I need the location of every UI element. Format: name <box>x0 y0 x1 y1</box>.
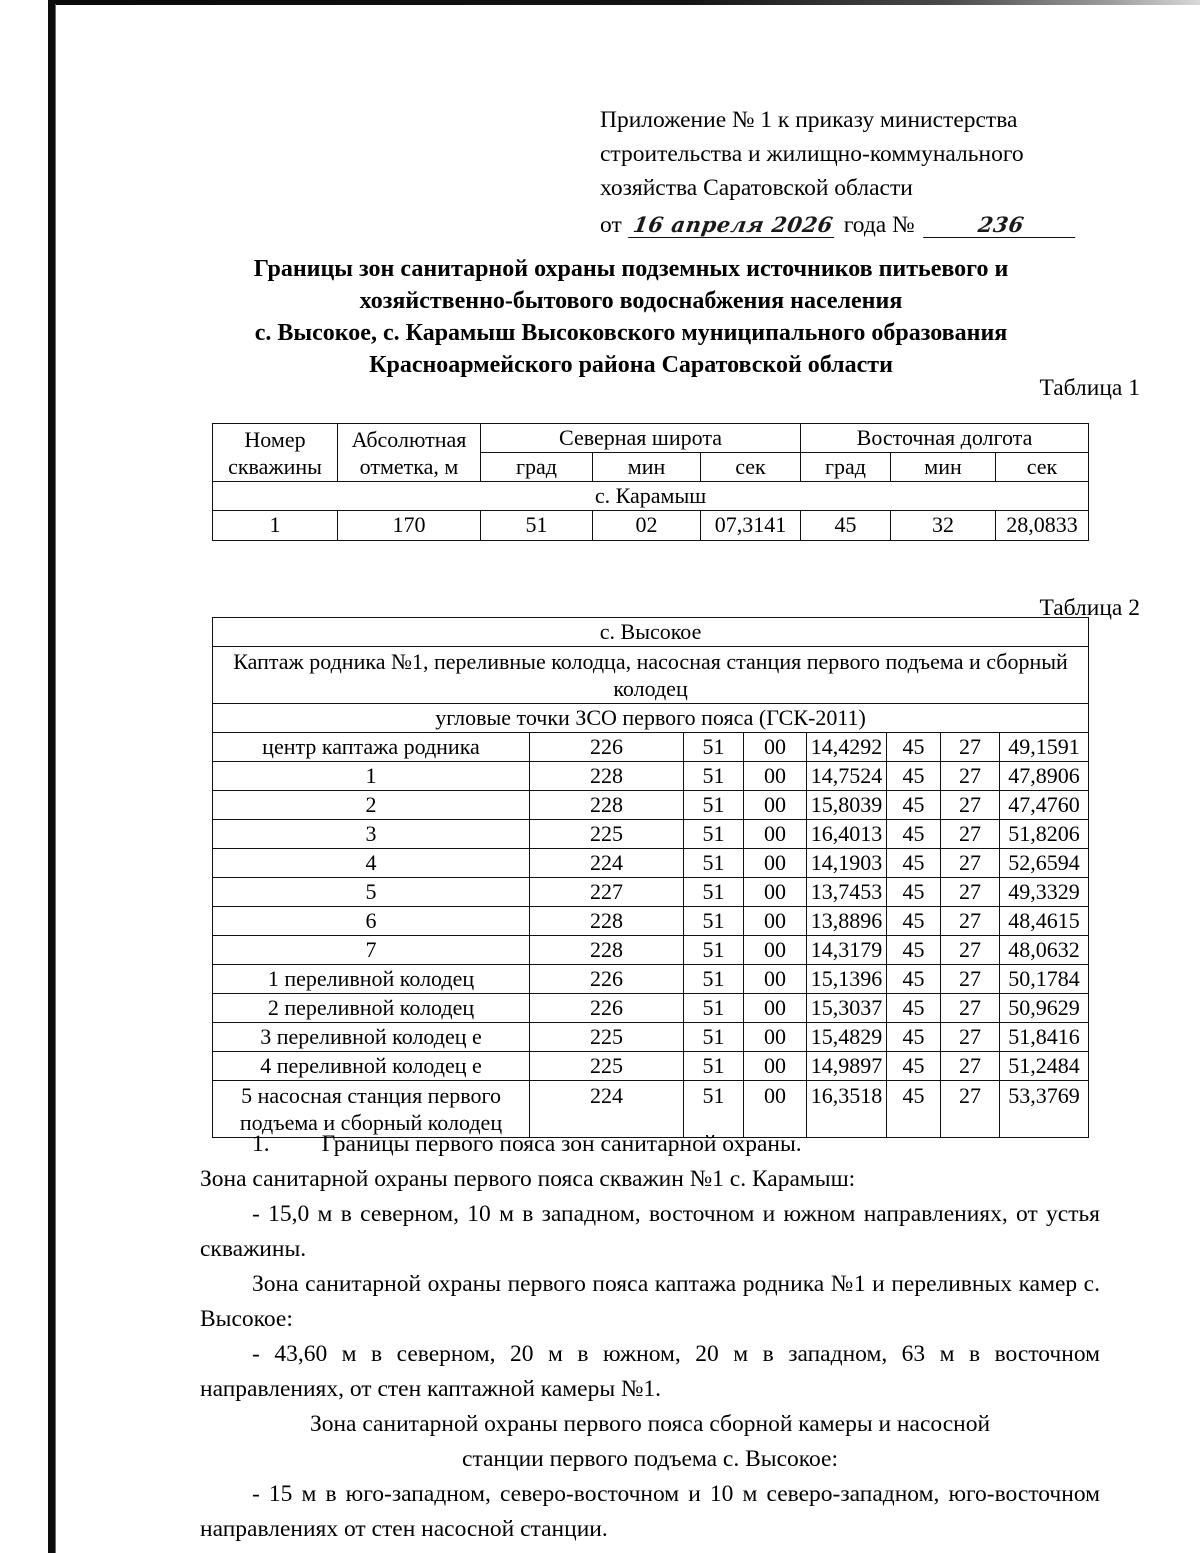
table2-section-label: угловые точки ЗСО первого пояса (ГСК-2011) <box>213 704 1089 733</box>
t2-cell-lat-min: 00 <box>744 849 807 878</box>
table-row <box>213 936 1089 965</box>
table2-village-label: с. Высокое <box>213 618 1089 647</box>
table-row <box>213 965 1089 994</box>
t1-cell-lon-sec: 28,0833 <box>996 511 1089 541</box>
date-prefix-label: от <box>600 212 622 238</box>
title-line-4: Красноармейского района Саратовской области <box>369 352 893 378</box>
page-title <box>226 253 1036 381</box>
t2-cell-lon-sec: 47,8906 <box>1000 762 1089 791</box>
t2-cell-lat-sec: 16,4013 <box>807 820 887 849</box>
table2-subtitle-row <box>213 647 1089 704</box>
title-line-1: Границы зон санитарной охраны подземных источников питьевого и <box>253 256 1009 282</box>
t2-cell-lat-min: 00 <box>744 965 807 994</box>
t2-cell-lat-deg: 51 <box>684 791 744 820</box>
table1-section-label: с. Карамыш <box>213 482 1089 511</box>
table2-subtitle-l2: сборный колодец <box>613 649 1068 701</box>
t2-cell-lat-deg: 51 <box>684 878 744 907</box>
table-row <box>213 907 1089 936</box>
t2-cell-lon-min: 27 <box>941 878 1000 907</box>
t2-cell-name: 5 насосная станция первого подъема и сборный колодец <box>213 1081 530 1138</box>
body-text-block <box>200 1127 1100 1547</box>
t2-cell-lon-min: 27 <box>941 733 1000 762</box>
t2-cell-lon-min: 27 <box>941 1023 1000 1052</box>
year-number-label: года № <box>843 212 915 238</box>
th-lat-deg: град <box>481 453 593 482</box>
t2-cell-lat-min: 00 <box>744 1023 807 1052</box>
t1-cell-lon-deg: 45 <box>801 511 891 541</box>
t2-cell-mark: 227 <box>530 878 684 907</box>
t2-cell-lon-min: 27 <box>941 762 1000 791</box>
table-row <box>213 1023 1089 1052</box>
t2-cell-name: 4 переливной колодец е <box>213 1052 530 1081</box>
t2-cell-lon-deg: 45 <box>887 791 941 820</box>
t2-cell-mark: 228 <box>530 791 684 820</box>
table2-subtitle-label <box>213 647 1089 704</box>
header-line-1: Приложение № 1 к приказу министерства <box>600 107 1018 133</box>
t2-cell-lat-min: 00 <box>744 878 807 907</box>
t2-cell-lon-deg: 45 <box>887 1081 941 1138</box>
table-row <box>213 511 1089 541</box>
t2-cell-lat-min: 00 <box>744 1081 807 1138</box>
t2-cell-lat-deg: 51 <box>684 762 744 791</box>
table-row <box>213 762 1089 791</box>
th-lon-sec: сек <box>996 453 1089 482</box>
t2-cell-lat-min: 00 <box>744 907 807 936</box>
t2-cell-lat-deg: 51 <box>684 733 744 762</box>
paragraph-item-1 <box>200 1127 1100 1162</box>
th-lon-min: мин <box>891 453 996 482</box>
t2-cell-name: 5 <box>213 878 530 907</box>
t2-cell-lon-deg: 45 <box>887 965 941 994</box>
t2-cell-lat-deg: 51 <box>684 907 744 936</box>
t2-cell-lon-min: 27 <box>941 849 1000 878</box>
t2-cell-lon-sec: 49,1591 <box>1000 733 1089 762</box>
t2-cell-lat-sec: 14,9897 <box>807 1052 887 1081</box>
table-2-zso-points <box>212 617 1089 1138</box>
t2-cell-name: 2 переливной колодец <box>213 994 530 1023</box>
t2-cell-lat-deg: 51 <box>684 820 744 849</box>
t2-cell-lat-deg: 51 <box>684 994 744 1023</box>
t2-cell-mark: 226 <box>530 733 684 762</box>
t2-cell-lon-deg: 45 <box>887 907 941 936</box>
t2-cell-lat-sec: 14,3179 <box>807 936 887 965</box>
t2-cell-lat-deg: 51 <box>684 849 744 878</box>
t2-cell-lon-deg: 45 <box>887 878 941 907</box>
paragraph-6-line-2: станции первого подъема с. Высокое: <box>462 1446 838 1472</box>
t2-cell-name: 3 переливной колодец е <box>213 1023 530 1052</box>
table-row <box>213 733 1089 762</box>
t2-cell-lon-deg: 45 <box>887 1023 941 1052</box>
table1-header-row-1 <box>213 424 1089 453</box>
title-line-3: с. Высокое, с. Карамыш Высоковского муниципального образования <box>254 320 1008 346</box>
t2-cell-lon-min: 27 <box>941 965 1000 994</box>
th-absolute-mark-l2: отметка, м <box>359 453 459 479</box>
t2-cell-mark: 224 <box>530 1081 684 1138</box>
t2-cell-name: центр каптажа родника <box>213 733 530 762</box>
paragraph-3: - 15,0 м в северном, 10 м в западном, восточном и южном направлениях, от устья скважины. <box>200 1201 1100 1262</box>
table-row <box>213 994 1089 1023</box>
t2-cell-lat-min: 00 <box>744 820 807 849</box>
t1-cell-mark: 170 <box>338 511 481 541</box>
t2-cell-name: 3 <box>213 820 530 849</box>
t1-cell-lat-min: 02 <box>593 511 701 541</box>
table2-subtitle-l1: Каптаж родника №1, переливные колодца, насосная станция первого подъема и <box>233 649 981 674</box>
th-lat-min: мин <box>593 453 701 482</box>
t2-cell-lat-sec: 15,1396 <box>807 965 887 994</box>
th-absolute-mark <box>338 424 481 482</box>
t2-cell-mark: 228 <box>530 907 684 936</box>
table-row <box>213 820 1089 849</box>
table1-caption: Таблица 1 <box>1039 375 1140 401</box>
document-page <box>56 5 1200 1553</box>
t2-cell-lat-sec: 13,8896 <box>807 907 887 936</box>
t2-cell-lat-sec: 15,3037 <box>807 994 887 1023</box>
th-well-number <box>213 424 338 482</box>
t2-cell-lon-sec: 53,3769 <box>1000 1081 1089 1138</box>
t2-cell-lat-min: 00 <box>744 733 807 762</box>
t2-cell-lon-sec: 48,4615 <box>1000 907 1089 936</box>
t2-cell-lon-sec: 50,1784 <box>1000 965 1089 994</box>
t2-cell-name: 7 <box>213 936 530 965</box>
header-line-3: хозяйства Саратовской области <box>600 175 913 201</box>
document-header-block <box>600 103 1100 242</box>
t2-cell-lat-min: 00 <box>744 791 807 820</box>
t2-cell-name: 6 <box>213 907 530 936</box>
t2-cell-lat-sec: 14,1903 <box>807 849 887 878</box>
t2-cell-lon-sec: 51,8416 <box>1000 1023 1089 1052</box>
t1-cell-lat-deg: 51 <box>481 511 593 541</box>
t2-cell-lat-sec: 14,7524 <box>807 762 887 791</box>
t2-cell-name: 2 <box>213 791 530 820</box>
paragraph-item-1-number: 1. <box>252 1131 270 1157</box>
t2-cell-lon-deg: 45 <box>887 936 941 965</box>
table1-section-row <box>213 482 1089 511</box>
th-east-longitude: Восточная долгота <box>801 424 1089 453</box>
t2-cell-mark: 225 <box>530 1052 684 1081</box>
paragraph-5: - 43,60 м в северном, 20 м в южном, 20 м в западном, 63 м в восточном направлениях, от стен каптажной камеры №1. <box>200 1341 1100 1402</box>
handwritten-date-field: 16 апреля 2026 <box>628 214 838 238</box>
t1-cell-number: 1 <box>213 511 338 541</box>
paragraph-4: Зона санитарной охраны первого пояса каптажа родника №1 и переливных камер с. Высокое: <box>200 1271 1100 1332</box>
t2-cell-lat-deg: 51 <box>684 936 744 965</box>
t2-cell-mark: 224 <box>530 849 684 878</box>
t2-cell-lat-min: 00 <box>744 1052 807 1081</box>
t2-cell-lon-sec: 49,3329 <box>1000 878 1089 907</box>
t2-cell-lon-sec: 51,8206 <box>1000 820 1089 849</box>
table-row <box>213 791 1089 820</box>
t2-cell-lat-deg: 51 <box>684 1023 744 1052</box>
t2-cell-lon-sec: 50,9629 <box>1000 994 1089 1023</box>
t2-cell-lat-sec: 13,7453 <box>807 878 887 907</box>
t2-cell-lat-min: 00 <box>744 762 807 791</box>
t2-cell-lat-deg: 51 <box>684 965 744 994</box>
handwritten-order-number-field: 236 <box>923 214 1079 238</box>
header-line-2: строительства и жилищно-коммунального <box>600 141 1024 167</box>
t2-cell-mark: 226 <box>530 965 684 994</box>
t2-cell-lat-deg: 51 <box>684 1081 744 1138</box>
th-north-latitude: Северная широта <box>481 424 801 453</box>
t2-cell-lon-min: 27 <box>941 907 1000 936</box>
table2-title-row <box>213 618 1089 647</box>
t2-cell-lat-deg: 51 <box>684 1052 744 1081</box>
t2-cell-lon-sec: 51,2484 <box>1000 1052 1089 1081</box>
paragraph-item-1-text: Границы первого пояса зон санитарной охраны. <box>321 1131 802 1157</box>
t1-cell-lat-sec: 07,3141 <box>701 511 801 541</box>
t2-cell-lon-min: 27 <box>941 1052 1000 1081</box>
t2-cell-mark: 225 <box>530 1023 684 1052</box>
t2-cell-lon-deg: 45 <box>887 820 941 849</box>
table2-section-row <box>213 704 1089 733</box>
t2-cell-lon-min: 27 <box>941 936 1000 965</box>
t2-cell-lon-sec: 47,4760 <box>1000 791 1089 820</box>
t2-cell-name: 1 <box>213 762 530 791</box>
paragraph-7: - 15 м в юго-западном, северо-восточном и 10 м северо-западном, юго-восточном направлениях от стен насосной станции. <box>200 1481 1100 1542</box>
th-absolute-mark-l1: Абсолютная <box>351 426 467 452</box>
title-line-2: хозяйственно-бытового водоснабжения населения <box>359 288 903 314</box>
t2-cell-lon-min: 27 <box>941 1081 1000 1138</box>
table-row <box>213 878 1089 907</box>
t2-cell-lon-min: 27 <box>941 791 1000 820</box>
t2-cell-mark: 226 <box>530 994 684 1023</box>
th-lat-sec: сек <box>701 453 801 482</box>
t2-cell-lon-deg: 45 <box>887 1052 941 1081</box>
th-well-number-l2: скважины <box>228 453 322 479</box>
table-row <box>213 849 1089 878</box>
t1-cell-lon-min: 32 <box>891 511 996 541</box>
order-date-line <box>600 208 1100 242</box>
t2-cell-lat-min: 00 <box>744 936 807 965</box>
th-lon-deg: град <box>801 453 891 482</box>
table-row <box>213 1052 1089 1081</box>
t2-cell-lat-min: 00 <box>744 994 807 1023</box>
t2-cell-mark: 225 <box>530 820 684 849</box>
t2-cell-lat-sec: 14,4292 <box>807 733 887 762</box>
paragraph-6-line-1: Зона санитарной охраны первого пояса сборной камеры и насосной <box>309 1411 991 1437</box>
t2-cell-lon-sec: 52,6594 <box>1000 849 1089 878</box>
table2-caption: Таблица 2 <box>1039 595 1140 621</box>
t2-cell-lon-deg: 45 <box>887 733 941 762</box>
t2-cell-lon-min: 27 <box>941 994 1000 1023</box>
t2-cell-lon-deg: 45 <box>887 849 941 878</box>
t2-cell-lat-sec: 15,8039 <box>807 791 887 820</box>
t2-cell-lon-deg: 45 <box>887 762 941 791</box>
t2-cell-lon-deg: 45 <box>887 994 941 1023</box>
th-well-number-l1: Номер <box>244 426 306 452</box>
paragraph-2: Зона санитарной охраны первого пояса скважин №1 с. Карамыш: <box>200 1166 856 1192</box>
t2-cell-lat-sec: 16,3518 <box>807 1081 887 1138</box>
t2-cell-lon-sec: 48,0632 <box>1000 936 1089 965</box>
scan-left-edge-artifact <box>48 0 55 1553</box>
t2-cell-name: 4 <box>213 849 530 878</box>
t2-cell-lon-min: 27 <box>941 820 1000 849</box>
t2-cell-lat-sec: 15,4829 <box>807 1023 887 1052</box>
t2-cell-mark: 228 <box>530 936 684 965</box>
t2-cell-name: 1 переливной колодец <box>213 965 530 994</box>
t2-cell-mark: 228 <box>530 762 684 791</box>
table-1-coordinates <box>212 423 1089 541</box>
